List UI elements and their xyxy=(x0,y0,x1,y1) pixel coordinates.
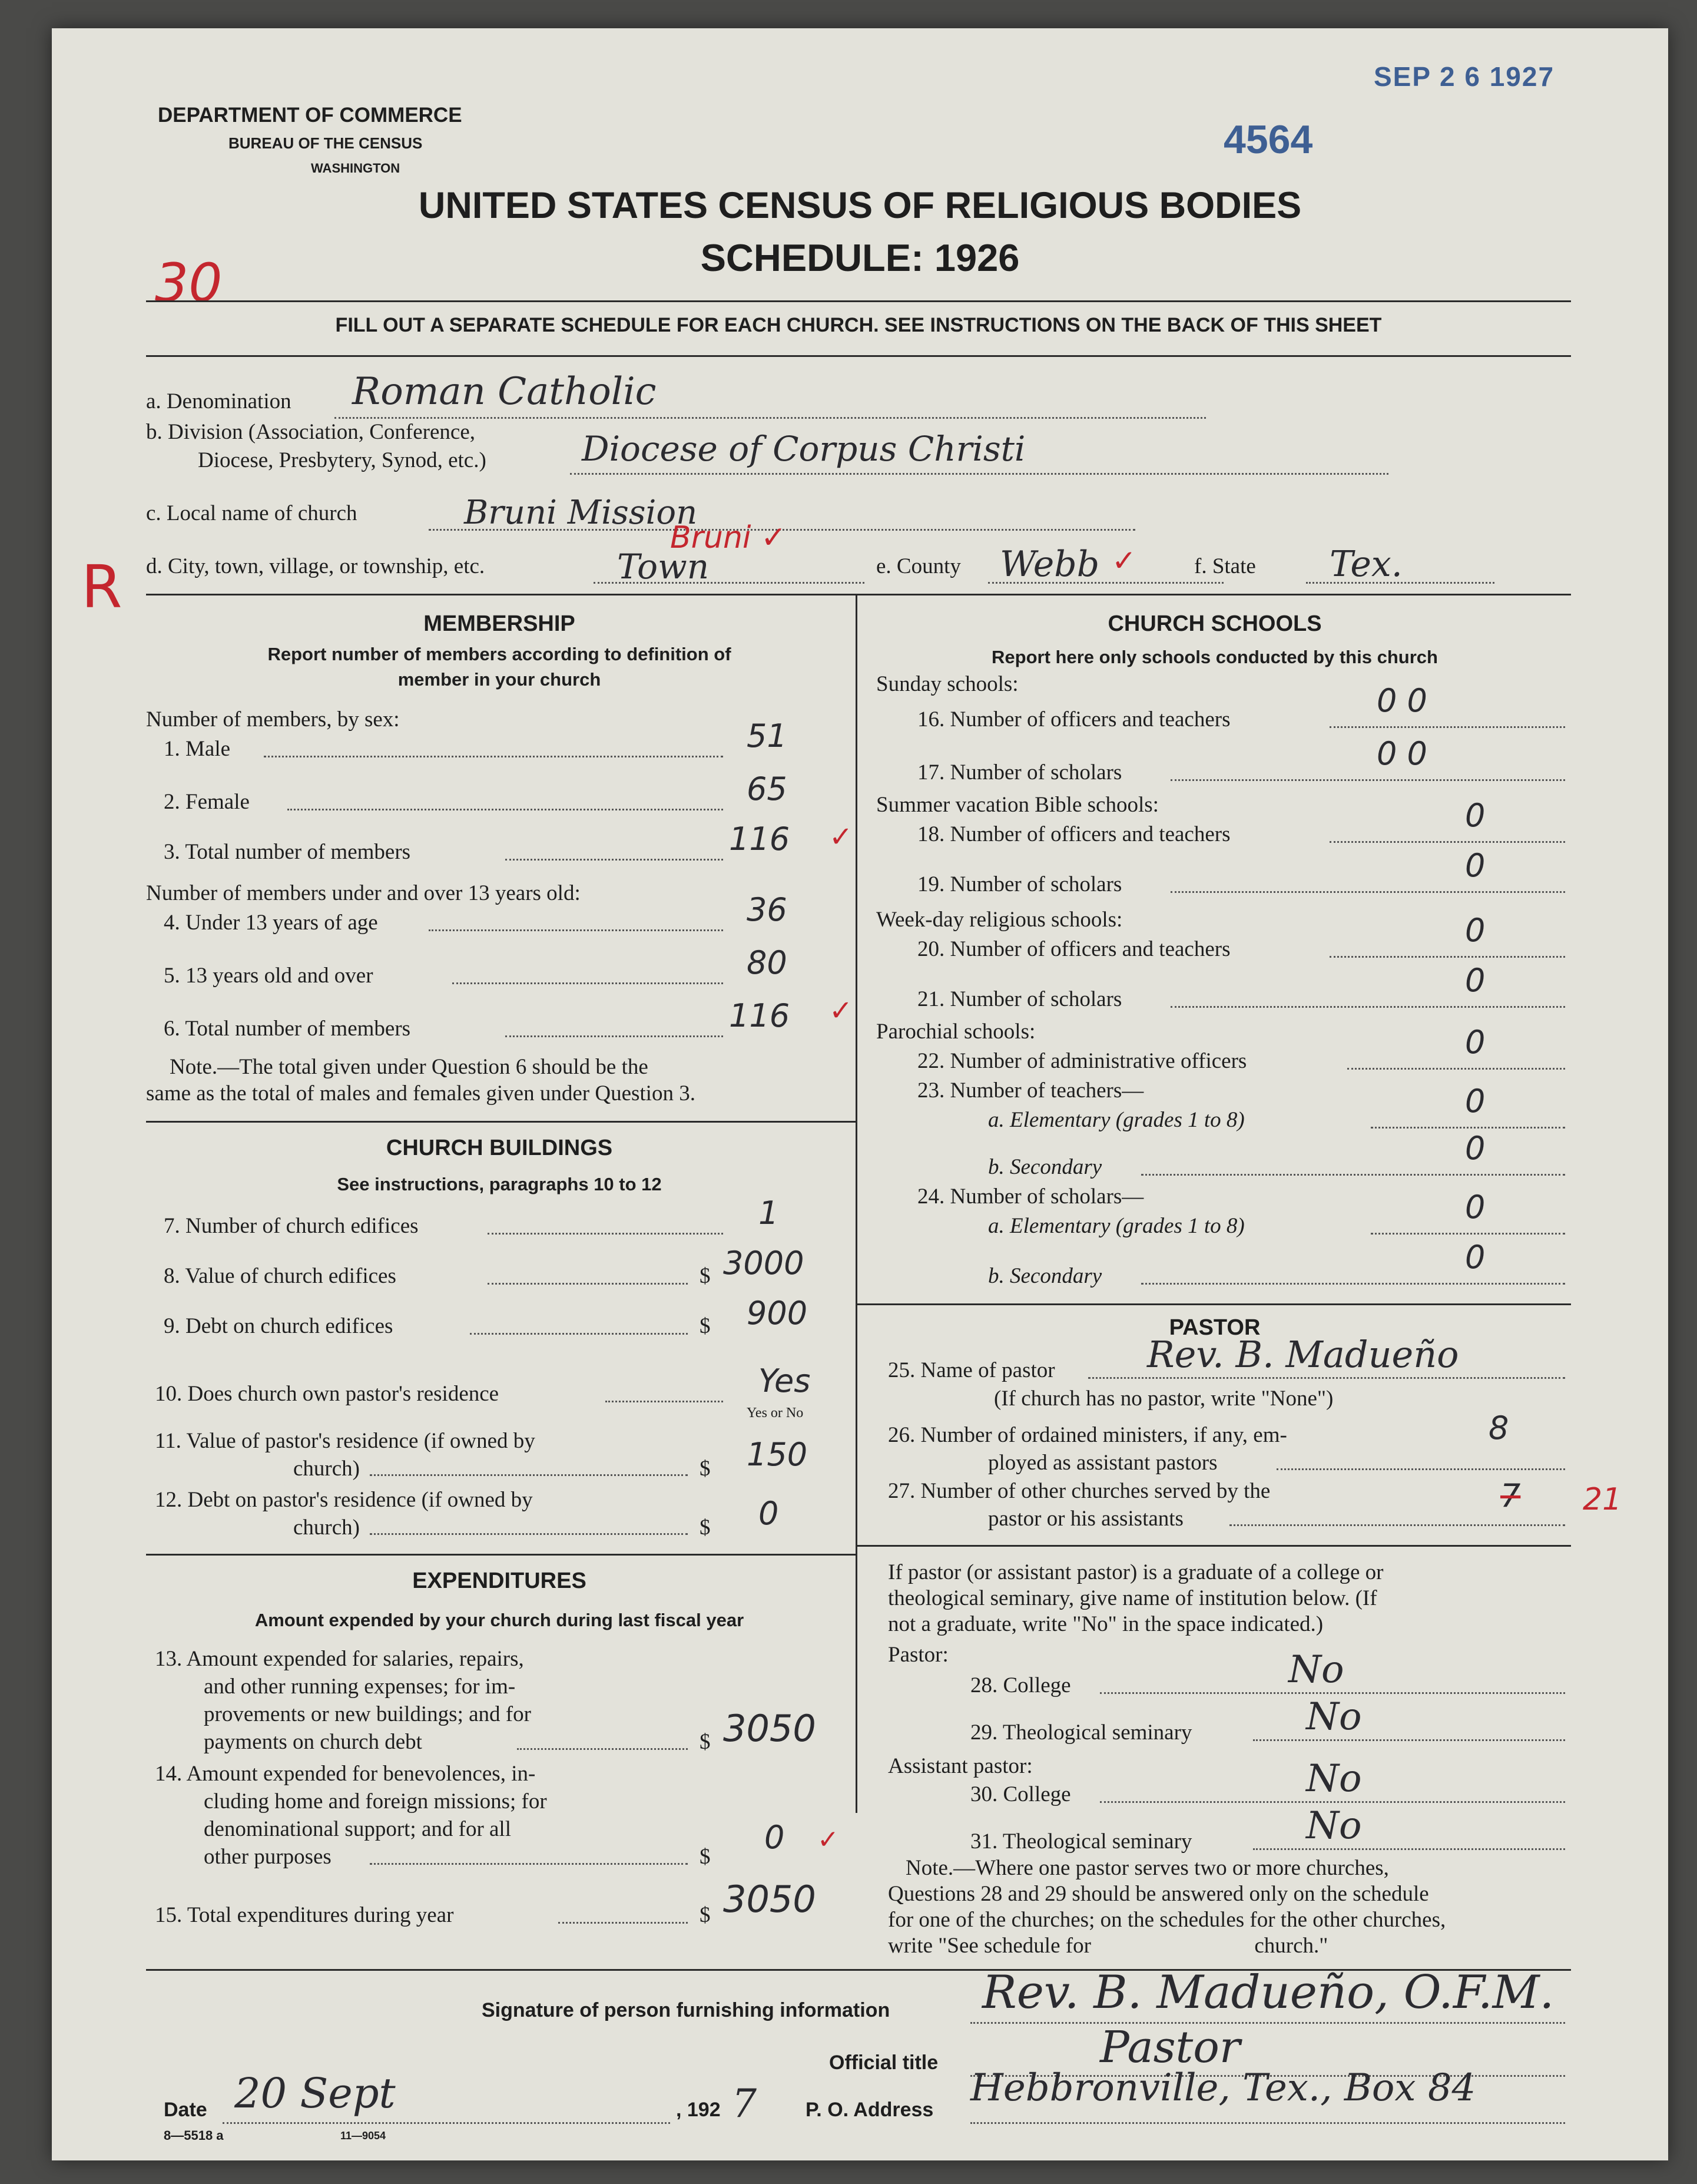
q5-value[interactable]: 80 xyxy=(747,944,787,981)
signature-label: Signature of person furnishing information xyxy=(482,1999,890,2021)
q14-check: ✓ xyxy=(817,1825,839,1855)
q17-label: 17. Number of scholars xyxy=(917,760,1122,785)
q24a-value[interactable]: 0 xyxy=(1465,1189,1486,1226)
pastor-note-3: for one of the churches; on the schedules for the other churches, xyxy=(888,1908,1446,1932)
q8-dollar: $ xyxy=(700,1264,711,1288)
q12-label-2: church) xyxy=(293,1515,360,1540)
membership-heading: MEMBERSHIP xyxy=(423,611,575,636)
q11-label-1: 11. Value of pastor's residence (if owned by xyxy=(155,1429,535,1453)
q14-line-1: 14. Amount expended for benevolences, in- xyxy=(155,1762,536,1786)
buildings-heading: CHURCH BUILDINGS xyxy=(386,1136,613,1160)
q1-value[interactable]: 51 xyxy=(747,717,787,755)
q28-value[interactable]: No xyxy=(1288,1648,1344,1692)
q27-label-2: pastor or his assistants xyxy=(988,1507,1184,1531)
weekday-schools-label: Week-day religious schools: xyxy=(876,908,1123,932)
red-number-mark: 30 xyxy=(155,252,223,314)
q26-label-1: 26. Number of ordained ministers, if any, em- xyxy=(888,1423,1287,1447)
q4-label: 4. Under 13 years of age xyxy=(164,911,378,935)
q3-label: 3. Total number of members xyxy=(164,840,411,864)
instruction-line: FILL OUT A SEPARATE SCHEDULE FOR EACH CHURCH. SEE INSTRUCTIONS ON THE BACK OF THIS SHEET xyxy=(335,314,1382,336)
q16-label: 16. Number of officers and teachers xyxy=(917,707,1231,732)
q25-note: (If church has no pastor, write "None") xyxy=(994,1386,1334,1411)
pastor-heading: PASTOR xyxy=(1169,1315,1261,1340)
q19-label: 19. Number of scholars xyxy=(917,872,1122,896)
q19-value[interactable]: 0 xyxy=(1465,847,1486,884)
bureau-name: BUREAU OF THE CENSUS xyxy=(228,134,423,152)
census-schedule-sheet xyxy=(52,28,1668,2160)
official-title-label: Official title xyxy=(829,2051,939,2074)
q23-label: 23. Number of teachers— xyxy=(917,1078,1144,1103)
city-label: d. City, town, village, or township, etc. xyxy=(146,554,485,578)
local-name-value[interactable]: Bruni Mission xyxy=(464,494,698,532)
expenditures-heading: EXPENDITURES xyxy=(412,1568,586,1593)
q30-label: 30. College xyxy=(970,1782,1071,1806)
county-label: e. County xyxy=(876,554,961,578)
q21-value[interactable]: 0 xyxy=(1465,962,1486,999)
local-name-label: c. Local name of church xyxy=(146,501,357,525)
q10-yes-no-hint: Yes or No xyxy=(747,1405,804,1421)
members-by-age-label: Number of members under and over 13 years old: xyxy=(146,881,581,905)
q15-dollar: $ xyxy=(700,1903,711,1927)
q7-value[interactable]: 1 xyxy=(758,1194,779,1232)
q2-label: 2. Female xyxy=(164,790,250,814)
membership-note-1: Note.—The total given under Question 6 should be the xyxy=(170,1055,648,1079)
q6-value[interactable]: 116 xyxy=(729,997,790,1034)
department-name: DEPARTMENT OF COMMERCE xyxy=(158,104,462,127)
q22-value[interactable]: 0 xyxy=(1465,1024,1486,1061)
po-address-label: P. O. Address xyxy=(806,2099,934,2121)
q17-value[interactable]: 0 0 xyxy=(1377,735,1427,772)
pastor-note-1: Note.—Where one pastor serves two or more churches, xyxy=(906,1856,1389,1880)
assistant-pastor-label: Assistant pastor: xyxy=(888,1754,1033,1778)
expenditures-desc: Amount expended by your church during last fiscal year xyxy=(254,1610,744,1630)
q12-label-1: 12. Debt on pastor's residence (if owned by xyxy=(155,1488,533,1512)
q11-dollar: $ xyxy=(700,1457,711,1481)
state-label: f. State xyxy=(1194,554,1256,578)
print-number: 11—9054 xyxy=(340,2130,386,2142)
q20-value[interactable]: 0 xyxy=(1465,912,1486,949)
pastor-subsection-label: Pastor: xyxy=(888,1643,949,1667)
q16-value[interactable]: 0 0 xyxy=(1377,682,1427,719)
date-value[interactable]: 20 Sept xyxy=(234,2069,396,2117)
year-value[interactable]: 7 xyxy=(732,2081,757,2126)
q30-value[interactable]: No xyxy=(1306,1757,1362,1801)
q5-label: 5. 13 years old and over xyxy=(164,964,373,988)
county-check: ✓ xyxy=(1112,544,1136,578)
q31-label: 31. Theological seminary xyxy=(970,1829,1192,1854)
q24b-label: b. Secondary xyxy=(988,1264,1102,1288)
q3-value[interactable]: 116 xyxy=(729,820,790,858)
official-title-value[interactable]: Pastor xyxy=(1100,2022,1241,2073)
division-value[interactable]: Diocese of Corpus Christi xyxy=(582,429,1026,469)
form-subtitle: SCHEDULE: 1926 xyxy=(700,236,1020,279)
q13-line-4: payments on church debt xyxy=(204,1730,422,1754)
q26-value[interactable]: 8 xyxy=(1489,1409,1509,1447)
membership-desc-2: member in your church xyxy=(397,669,601,690)
q10-value[interactable]: Yes xyxy=(758,1362,811,1399)
q8-label: 8. Value of church edifices xyxy=(164,1264,396,1288)
summer-schools-label: Summer vacation Bible schools: xyxy=(876,793,1159,817)
q13-line-3: provements or new buildings; and for xyxy=(204,1702,531,1726)
q24a-label: a. Elementary (grades 1 to 8) xyxy=(988,1214,1245,1238)
q14-dollar: $ xyxy=(700,1845,711,1869)
schools-desc: Report here only schools conducted by this church xyxy=(992,647,1438,667)
q18-label: 18. Number of officers and teachers xyxy=(917,822,1231,846)
q13-value[interactable]: 3050 xyxy=(723,1707,816,1750)
q15-label: 15. Total expenditures during year xyxy=(155,1903,454,1927)
q24b-value[interactable]: 0 xyxy=(1465,1239,1486,1276)
county-value[interactable]: Webb xyxy=(1000,544,1100,585)
denomination-value[interactable]: Roman Catholic xyxy=(352,370,657,413)
division-label-2: Diocese, Presbytery, Synod, etc.) xyxy=(198,448,486,472)
q18-value[interactable]: 0 xyxy=(1465,797,1486,834)
q27-value[interactable]: 7 xyxy=(1500,1477,1521,1514)
q6-check: ✓ xyxy=(829,994,853,1027)
q22-label: 22. Number of administrative officers xyxy=(917,1049,1247,1073)
q9-label: 9. Debt on church edifices xyxy=(164,1314,393,1338)
q14-line-3: denominational support; and for all xyxy=(204,1817,511,1841)
q29-value[interactable]: No xyxy=(1306,1695,1362,1739)
city-correction: Bruni ✓ xyxy=(670,520,787,555)
form-number: 8—5518 a xyxy=(164,2128,224,2143)
schools-heading: CHURCH SCHOOLS xyxy=(1108,611,1322,636)
city-name: WASHINGTON xyxy=(311,161,400,176)
q26-label-2: ployed as assistant pastors xyxy=(988,1451,1218,1475)
graduate-instruction-3: not a graduate, write "No" in the space indicated.) xyxy=(888,1612,1324,1636)
po-address-value[interactable]: Hebbronville, Tex., Box 84 xyxy=(970,2066,1476,2110)
q29-label: 29. Theological seminary xyxy=(970,1720,1192,1745)
q13-line-1: 13. Amount expended for salaries, repairs, xyxy=(155,1647,524,1671)
city-value[interactable]: Town xyxy=(617,547,710,587)
q11-label-2: church) xyxy=(293,1457,360,1481)
year-prefix: , 192 xyxy=(676,2099,721,2121)
q3-check: ✓ xyxy=(829,820,853,853)
q9-value[interactable]: 900 xyxy=(747,1295,808,1332)
q31-value[interactable]: No xyxy=(1306,1804,1362,1848)
state-value[interactable]: Tex. xyxy=(1330,544,1403,585)
signature-value[interactable]: Rev. B. Madueño, O.F.M. xyxy=(982,1966,1555,2019)
buildings-desc: See instructions, paragraphs 10 to 12 xyxy=(337,1174,662,1194)
q10-label: 10. Does church own pastor's residence xyxy=(155,1382,499,1406)
q24-label: 24. Number of scholars— xyxy=(917,1184,1144,1209)
q23b-label: b. Secondary xyxy=(988,1155,1102,1179)
q27-label-1: 27. Number of other churches served by the xyxy=(888,1479,1271,1503)
q28-label: 28. College xyxy=(970,1673,1071,1697)
red-r-mark: R xyxy=(81,552,122,621)
date-label: Date xyxy=(164,2099,207,2121)
q1-label: 1. Male xyxy=(164,737,231,761)
q11-value[interactable]: 150 xyxy=(747,1436,808,1473)
q23a-value[interactable]: 0 xyxy=(1465,1083,1486,1120)
pastor-note-4: write "See schedule for church." xyxy=(888,1934,1328,1958)
form-title: UNITED STATES CENSUS OF RELIGIOUS BODIES xyxy=(418,185,1302,226)
q14-line-4: other purposes xyxy=(204,1845,332,1869)
denomination-label: a. Denomination xyxy=(146,389,291,413)
q21-label: 21. Number of scholars xyxy=(917,987,1122,1011)
pastor-name-value[interactable]: Rev. B. Madueño xyxy=(1147,1333,1459,1376)
q20-label: 20. Number of officers and teachers xyxy=(917,937,1231,961)
received-date-stamp: SEP 2 6 1927 xyxy=(1374,61,1555,92)
q12-dollar: $ xyxy=(700,1515,711,1540)
sunday-schools-label: Sunday schools: xyxy=(876,672,1019,696)
q7-label: 7. Number of church edifices xyxy=(164,1214,419,1238)
q14-value[interactable]: 0 xyxy=(764,1819,785,1856)
q23b-value[interactable]: 0 xyxy=(1465,1130,1486,1167)
q14-line-2: cluding home and foreign missions; for xyxy=(204,1789,547,1814)
q4-value[interactable]: 36 xyxy=(747,891,787,928)
q23a-label: a. Elementary (grades 1 to 8) xyxy=(988,1108,1245,1132)
graduate-instruction-2: theological seminary, give name of institution below. (If xyxy=(888,1586,1377,1610)
membership-desc-1: Report number of members according to definition of xyxy=(267,644,731,664)
pastor-note-2: Questions 28 and 29 should be answered only on the schedule xyxy=(888,1882,1429,1906)
q13-dollar: $ xyxy=(700,1730,711,1754)
q25-label: 25. Name of pastor xyxy=(888,1358,1055,1382)
graduate-instruction-1: If pastor (or assistant pastor) is a graduate of a college or xyxy=(888,1560,1384,1584)
members-by-sex-label: Number of members, by sex: xyxy=(146,707,400,732)
q2-value[interactable]: 65 xyxy=(747,770,787,808)
q9-dollar: $ xyxy=(700,1314,711,1338)
q8-value[interactable]: 3000 xyxy=(723,1245,804,1282)
q12-value[interactable]: 0 xyxy=(758,1495,779,1532)
schedule-number-stamp: 4564 xyxy=(1224,117,1313,162)
q13-line-2: and other running expenses; for im- xyxy=(204,1675,516,1699)
division-label-1: b. Division (Association, Conference, xyxy=(146,420,475,444)
q15-value[interactable]: 3050 xyxy=(723,1878,816,1921)
q27-red-correction: 21 xyxy=(1583,1482,1622,1517)
q6-label: 6. Total number of members xyxy=(164,1017,411,1041)
parochial-schools-label: Parochial schools: xyxy=(876,1020,1036,1044)
membership-note-2: same as the total of males and females given under Question 3. xyxy=(146,1081,695,1106)
